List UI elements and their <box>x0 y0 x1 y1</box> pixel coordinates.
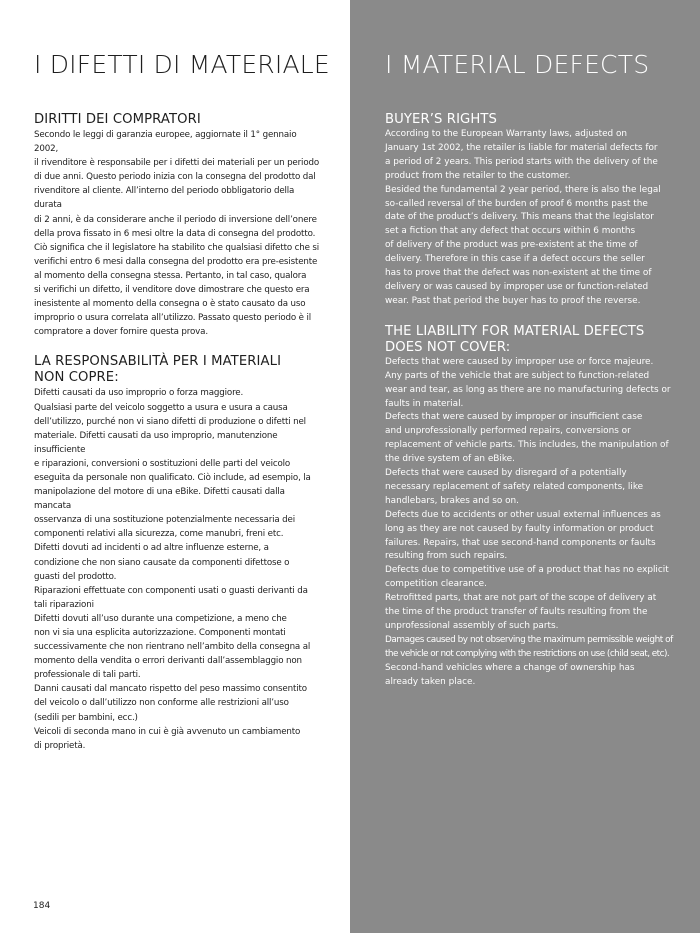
body-not-covered-it <box>34 386 322 752</box>
text-line: already taken place. <box>385 676 476 687</box>
text-line: della prova fissato in 6 mesi oltre la data di consegna del prodotto. <box>34 228 316 239</box>
text-line: failures. Repairs, that use second-hand components or faults <box>385 537 656 548</box>
text-line: dell’utilizzo, purché non vi siano difetti di produzione o difetti nel <box>34 416 306 427</box>
text-line: the drive system of an eBike. <box>385 454 515 465</box>
text-line: the vehicle or not complying with the restrictions on use (child seat, etc). <box>385 648 670 659</box>
section-buyers-rights-it <box>34 112 322 339</box>
italian-content <box>34 112 322 753</box>
text-line: competition clearance. <box>385 579 487 590</box>
text-line: a period of 2 years. This period starts with the delivery of the <box>385 156 658 167</box>
text-line: condizione che non siano causate da componenti difettose o <box>34 557 290 568</box>
text-line: compratore a dover fornire questa prova. <box>34 327 208 338</box>
text-line: non vi sia una esplicita autorizzazione. Componenti montati <box>34 628 286 638</box>
text-line: date of the product’s delivery. This means that the legislator <box>385 212 654 223</box>
text-line: del veicolo o dall’utilizzo non conforme alle restrizioni all’uso <box>34 698 289 709</box>
text-line: necessary replacement of safety related components, like <box>385 481 644 492</box>
text-line: Defects that were caused by improper or insufficient case <box>385 412 643 423</box>
text-line: (sedili per bambini, ecc.) <box>34 712 138 723</box>
text-line: the time of the product transfer of faults resulting from the <box>385 607 648 618</box>
text-line: guasti del prodotto. <box>34 571 117 582</box>
text-line: Danni causati dal mancato rispetto del peso massimo consentito <box>34 684 307 695</box>
text-line: Damages caused by not observing the maximum permissible weight of <box>385 634 673 645</box>
text-line: product from the retailer to the customer. <box>385 170 571 181</box>
page-title-it: I DIFETTI DI MATERIALE <box>34 50 330 79</box>
body-not-covered-en <box>385 356 675 690</box>
heading-line: NON COPRE: <box>34 370 119 386</box>
text-line: verifichi entro 6 mesi dalla consegna del prodotto era pre-esistente <box>34 256 318 267</box>
english-content <box>385 112 675 690</box>
text-line: osservanza di una sostituzione potenzialmente necessaria dei <box>34 515 296 526</box>
text-line: momento della vendita o errori derivanti dall’assemblaggio non <box>34 656 302 667</box>
page-title-en: I MATERIAL DEFECTS <box>385 50 650 79</box>
text-line: di due anni. Questo periodo inizia con la consegna del prodotto dal <box>34 172 316 183</box>
text-line: rivenditore al cliente. All’interno del periodo obbligatorio della durata <box>34 186 295 211</box>
text-line: of delivery of the product was pre-existent at the time of <box>385 240 638 251</box>
text-line: handlebars, brakes and so on. <box>385 495 519 506</box>
text-line: professionale di tali parti. <box>34 670 141 681</box>
text-line: successivamente che non rientrano nell’ambito della consegna al <box>34 642 311 653</box>
text-line: Difetti causati da uso improprio o forza maggiore. <box>34 388 244 399</box>
text-line: si verifichi un difetto, il venditore dove dimostrare che questo era <box>34 285 310 296</box>
text-line: di proprietà. <box>34 740 86 751</box>
text-line: e riparazioni, conversioni o sostituzioni delle parti del veicolo <box>34 458 291 469</box>
text-line: Defects that were caused by disregard of a potentially <box>385 468 627 479</box>
text-line: di 2 anni, è da considerare anche il periodo di inversione dell’onere <box>34 214 317 225</box>
text-line: Riparazioni effettuate con componenti usati o guasti derivanti da <box>34 585 308 596</box>
text-line: Secondo le leggi di garanzia europee, aggiornate il 1° gennaio 2002, <box>34 130 297 155</box>
heading-line: THE LIABILITY FOR MATERIAL DEFECTS <box>385 323 645 339</box>
heading-not-covered-en <box>385 324 675 356</box>
text-line: improprio o usura correlata all’utilizzo. Passato questo periodo è il <box>34 313 312 324</box>
text-line: Second-hand vehicles where a change of ownership has <box>385 662 635 673</box>
text-line: wear. Past that period the buyer has to proof the reverse. <box>385 295 641 306</box>
heading-line: LA RESPONSABILITÀ PER I MATERIALI <box>34 354 282 370</box>
heading-line: DOES NOT COVER: <box>385 339 511 355</box>
text-line: Qualsiasi parte del veicolo soggetto a usura e usura a causa <box>34 402 288 413</box>
text-line: so-called reversal of the burden of proof 6 months past the <box>385 198 648 209</box>
text-line: January 1st 2002, the retailer is liable for material defects for <box>385 142 658 153</box>
section-not-covered-en <box>385 324 675 690</box>
page-number: 184 <box>33 901 51 911</box>
text-line: Any parts of the vehicle that are subject to function-related <box>385 370 650 381</box>
text-line: wear and tear, as long as there are no manufacturing defects or <box>385 384 671 395</box>
text-line: faults in material. <box>385 398 464 409</box>
text-line: delivery or was caused by improper use or function-related <box>385 281 649 292</box>
text-line: eseguita da personale non qualificato. Ciò include, ad esempio, la <box>34 472 311 483</box>
text-line: delivery. Therefore in this case if a defect occurs the seller <box>385 254 645 265</box>
heading-not-covered-it <box>34 354 322 386</box>
heading-buyers-rights-en: BUYER’S RIGHTS <box>385 112 498 127</box>
text-line: Retrofitted parts, that are not part of the scope of delivery at <box>385 593 657 604</box>
text-line: Difetti dovuti ad incidenti o ad altre influenze esterne, a <box>34 543 269 554</box>
text-line: set a fiction that any defect that occurs within 6 months <box>385 226 636 237</box>
text-line: al momento della consegna stessa. Pertanto, in tal caso, qualora <box>34 270 307 281</box>
text-line: resulting from such repairs. <box>385 551 508 562</box>
text-line: manipolazione del motore di una eBike. Difetti causati dalla mancata <box>34 487 285 512</box>
text-line: il rivenditore è responsabile per i difetti dei materiali per un periodo <box>34 158 320 169</box>
text-line: Defects due to accidents or other usual external influences as <box>385 509 661 520</box>
text-line: Defects that were caused by improper use or force majeure. <box>385 356 654 367</box>
text-line: Ciò significa che il legislatore ha stabilito che qualsiasi difetto che si <box>34 242 320 253</box>
section-not-covered-it <box>34 354 322 752</box>
text-line: Veicoli di seconda mano in cui è già avvenuto un cambiamento <box>34 726 301 737</box>
text-line: long as they are not caused by faulty information or product <box>385 523 654 534</box>
text-line: has to prove that the defect was non-existent at the time of <box>385 268 652 279</box>
text-line: and unprofessionally performed repairs, conversions or <box>385 426 631 437</box>
text-line: replacement of vehicle parts. This includes, the manipulation of <box>385 440 669 451</box>
text-line: inesistente al momento della consegna o è stato causato da uso <box>34 299 306 310</box>
text-line: Defects due to competitive use of a product that has no explicit <box>385 565 669 576</box>
text-line: Besided the fundamental 2 year period, there is also the legal <box>385 184 661 195</box>
section-buyers-rights-en <box>385 112 675 309</box>
body-buyers-rights-it <box>34 128 322 339</box>
text-line: materiale. Difetti causati da uso improprio, manutenzione insufficiente <box>34 430 278 455</box>
text-line: tali riparazioni <box>34 599 94 610</box>
english-column <box>350 0 700 933</box>
text-line: unprofessional assembly of such parts. <box>385 621 559 631</box>
text-line: According to the European Warranty laws, adjusted on <box>385 129 628 139</box>
body-buyers-rights-en <box>385 128 675 309</box>
text-line: componenti relativi alla sicurezza, come manubri, freni etc. <box>34 529 284 540</box>
heading-buyers-rights-it: DIRITTI DEI COMPRATORI <box>34 112 201 127</box>
text-line: Difetti dovuti all’uso durante una competizione, a meno che <box>34 613 287 624</box>
